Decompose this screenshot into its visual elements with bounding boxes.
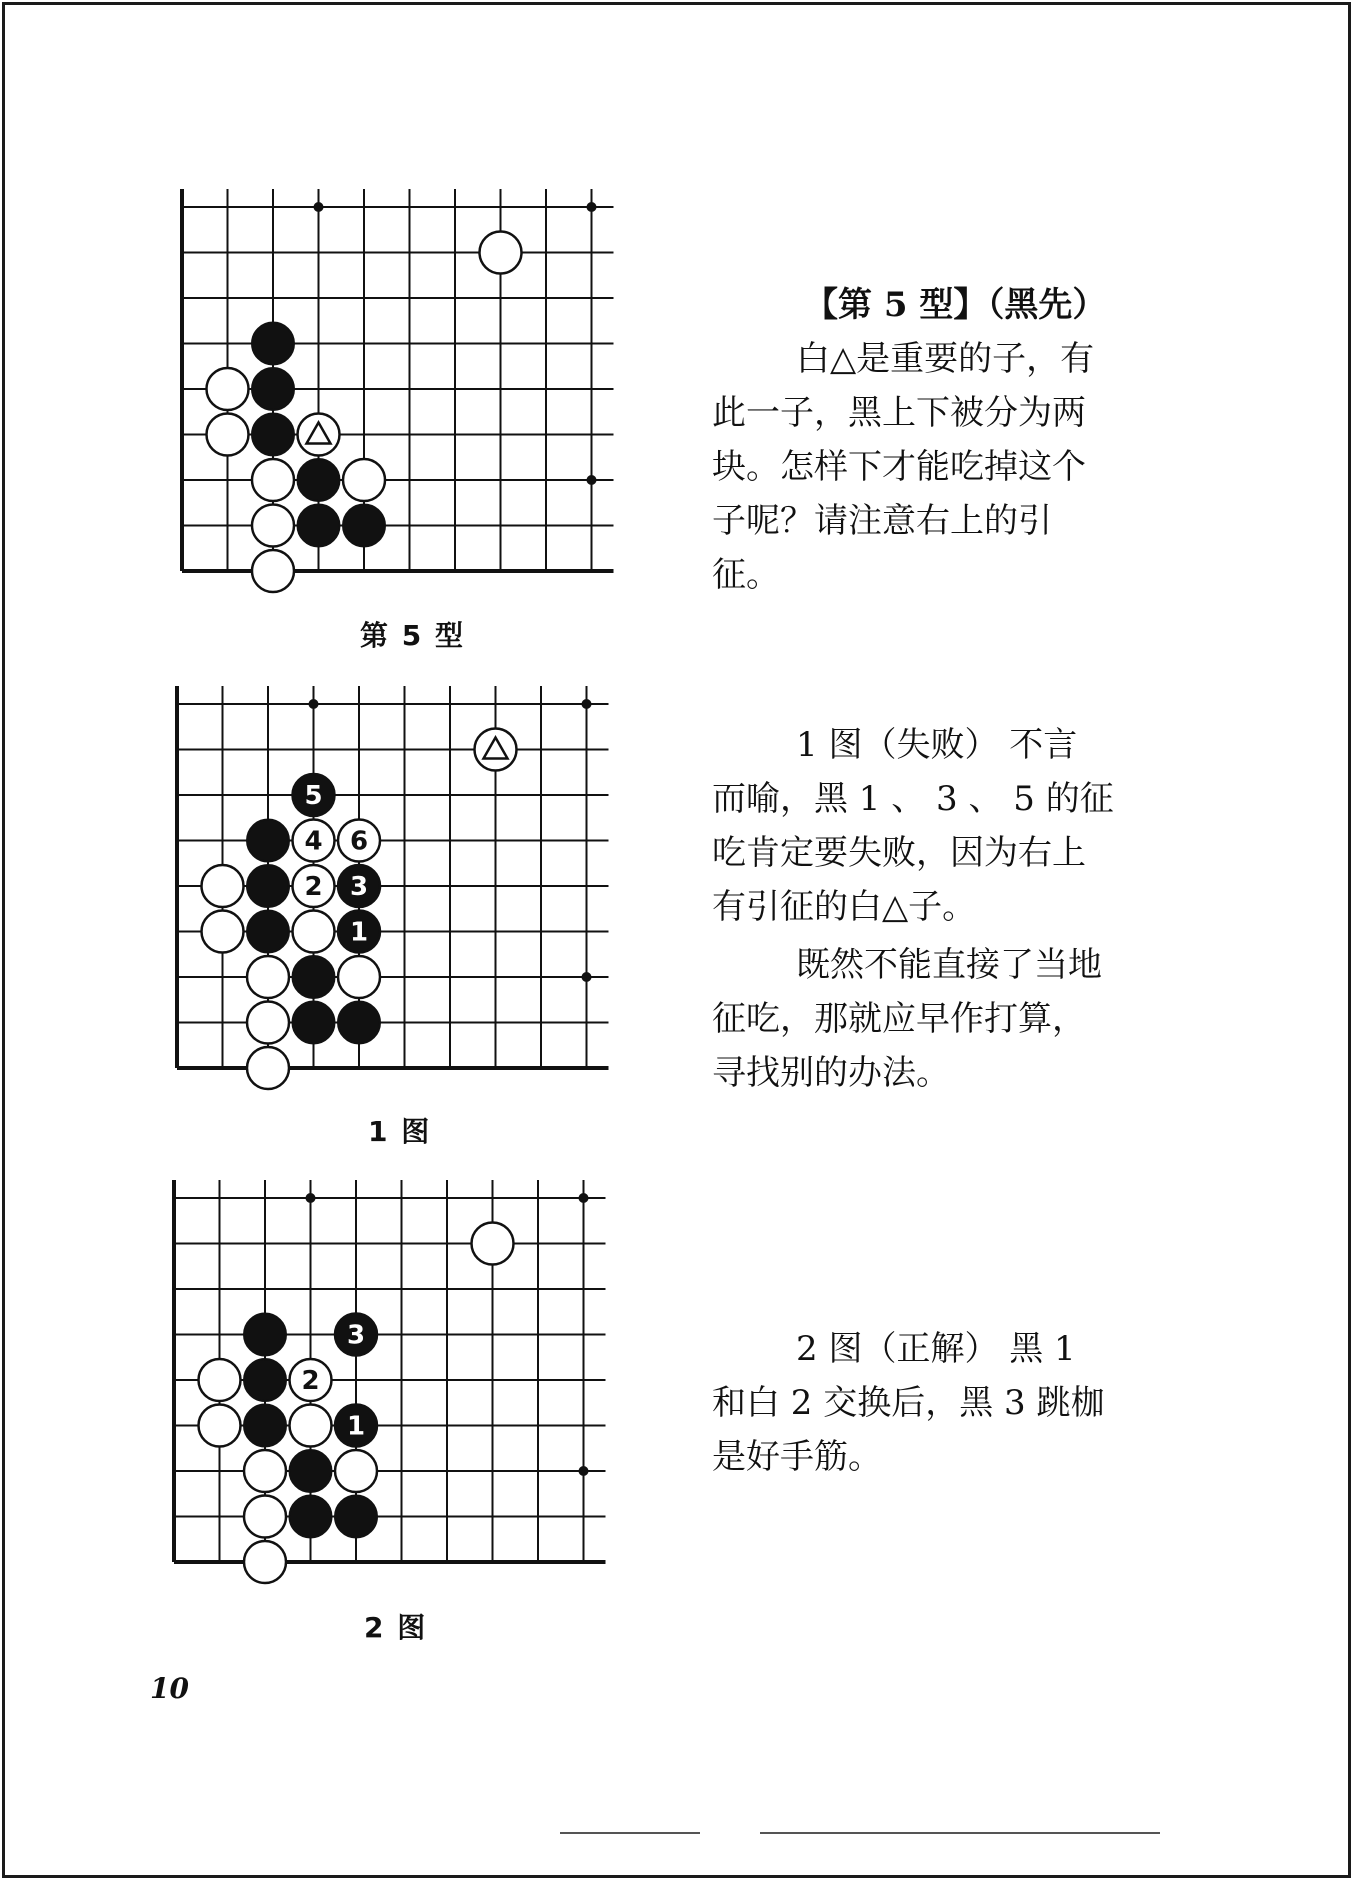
text-line: 块。怎样下才能吃掉这个 bbox=[712, 447, 1086, 487]
black-stone bbox=[252, 323, 294, 365]
black-stone bbox=[335, 1496, 377, 1538]
text-line: 白△是重要的子，有 bbox=[796, 339, 1095, 379]
white-stone bbox=[247, 1047, 289, 1089]
star-point bbox=[306, 1193, 316, 1203]
board-svg bbox=[180, 185, 630, 597]
text-line: 2 图（正解） 黑 1 bbox=[796, 1329, 1076, 1369]
white-stone bbox=[202, 911, 244, 953]
white-stone bbox=[335, 1450, 377, 1492]
figure-2-description bbox=[712, 1322, 1182, 1484]
black-stone bbox=[293, 1002, 335, 1044]
text-line: 寻找别的办法。 bbox=[712, 1053, 950, 1093]
star-point bbox=[587, 475, 597, 485]
move-number-label: 2 bbox=[301, 1366, 320, 1396]
move-number-label: 1 bbox=[349, 917, 369, 948]
black-stone bbox=[252, 414, 294, 456]
black-stone bbox=[343, 505, 385, 547]
black-stone bbox=[293, 956, 335, 998]
page-number: 10 bbox=[150, 1672, 189, 1705]
marked-white-stone bbox=[298, 414, 340, 456]
bottom-rule bbox=[760, 1832, 1160, 1834]
text-line: 此一子，黑上下被分为两 bbox=[712, 393, 1086, 433]
white-stone bbox=[247, 1002, 289, 1044]
white-stone bbox=[252, 550, 294, 592]
white-stone bbox=[202, 865, 244, 907]
white-stone bbox=[207, 414, 249, 456]
text-line: 有引征的白△子。 bbox=[712, 887, 977, 927]
star-point bbox=[579, 1193, 589, 1203]
move-number-label: 3 bbox=[346, 1320, 366, 1351]
problem-heading: 【第 5 型】（黑先） bbox=[804, 285, 1107, 325]
board-svg bbox=[172, 1176, 622, 1588]
black-stone bbox=[252, 368, 294, 410]
white-stone bbox=[480, 232, 522, 274]
white-stone bbox=[199, 1405, 241, 1447]
diagram-caption-figure-2: 2 图 bbox=[364, 1611, 428, 1644]
go-board-figure-1 bbox=[175, 682, 625, 1094]
text-line: 子呢？请注意右上的引 bbox=[712, 501, 1052, 541]
text-line: 和白 2 交换后，黑 3 跳枷 bbox=[712, 1383, 1105, 1423]
diagram-caption-problem: 第 5 型 bbox=[360, 619, 465, 652]
text-line: 而喻，黑 1 、 3 、 5 的征 bbox=[712, 779, 1114, 819]
white-stone bbox=[472, 1223, 514, 1265]
white-stone bbox=[247, 956, 289, 998]
black-stone bbox=[244, 1405, 286, 1447]
move-number-label: 6 bbox=[349, 826, 369, 857]
white-stone bbox=[290, 1405, 332, 1447]
move-number-label: 2 bbox=[304, 872, 323, 902]
move-number-label: 3 bbox=[349, 872, 369, 902]
black-stone bbox=[247, 865, 289, 907]
black-stone bbox=[298, 505, 340, 547]
black-stone bbox=[244, 1314, 286, 1356]
white-stone bbox=[338, 956, 380, 998]
white-stone bbox=[244, 1496, 286, 1538]
go-board-figure-2 bbox=[172, 1176, 622, 1588]
go-board-problem bbox=[180, 185, 630, 597]
star-point bbox=[582, 699, 592, 709]
star-point bbox=[579, 1466, 589, 1476]
text-line: 征。 bbox=[712, 555, 780, 595]
white-stone bbox=[252, 505, 294, 547]
black-stone bbox=[290, 1450, 332, 1492]
move-number-label: 1 bbox=[346, 1411, 366, 1442]
text-line: 是好手筋。 bbox=[712, 1437, 882, 1477]
black-stone bbox=[244, 1359, 286, 1401]
text-line: 征吃，那就应早作打算， bbox=[712, 999, 1086, 1039]
star-point bbox=[582, 972, 592, 982]
figure-1-description bbox=[712, 718, 1182, 1100]
move-number-label: 5 bbox=[304, 781, 323, 811]
board-svg bbox=[175, 682, 625, 1094]
black-stone bbox=[247, 820, 289, 862]
black-stone bbox=[290, 1496, 332, 1538]
white-stone bbox=[252, 459, 294, 501]
problem-description bbox=[712, 278, 1182, 602]
black-stone bbox=[298, 459, 340, 501]
star-point bbox=[314, 202, 324, 212]
text-line: 吃肯定要失败，因为右上 bbox=[712, 833, 1086, 873]
star-point bbox=[587, 202, 597, 212]
white-stone bbox=[199, 1359, 241, 1401]
white-stone bbox=[293, 911, 335, 953]
star-point bbox=[309, 699, 319, 709]
text-line: 既然不能直接了当地 bbox=[796, 945, 1102, 985]
white-stone bbox=[207, 368, 249, 410]
white-stone bbox=[244, 1450, 286, 1492]
black-stone bbox=[338, 1002, 380, 1044]
text-line: 1 图（失败） 不言 bbox=[796, 725, 1078, 765]
black-stone bbox=[247, 911, 289, 953]
move-number-label: 4 bbox=[304, 826, 323, 857]
white-stone bbox=[343, 459, 385, 501]
white-stone bbox=[244, 1541, 286, 1583]
marked-white-stone bbox=[475, 729, 517, 771]
bottom-rule bbox=[560, 1832, 700, 1834]
diagram-caption-figure-1: 1 图 bbox=[368, 1115, 432, 1148]
